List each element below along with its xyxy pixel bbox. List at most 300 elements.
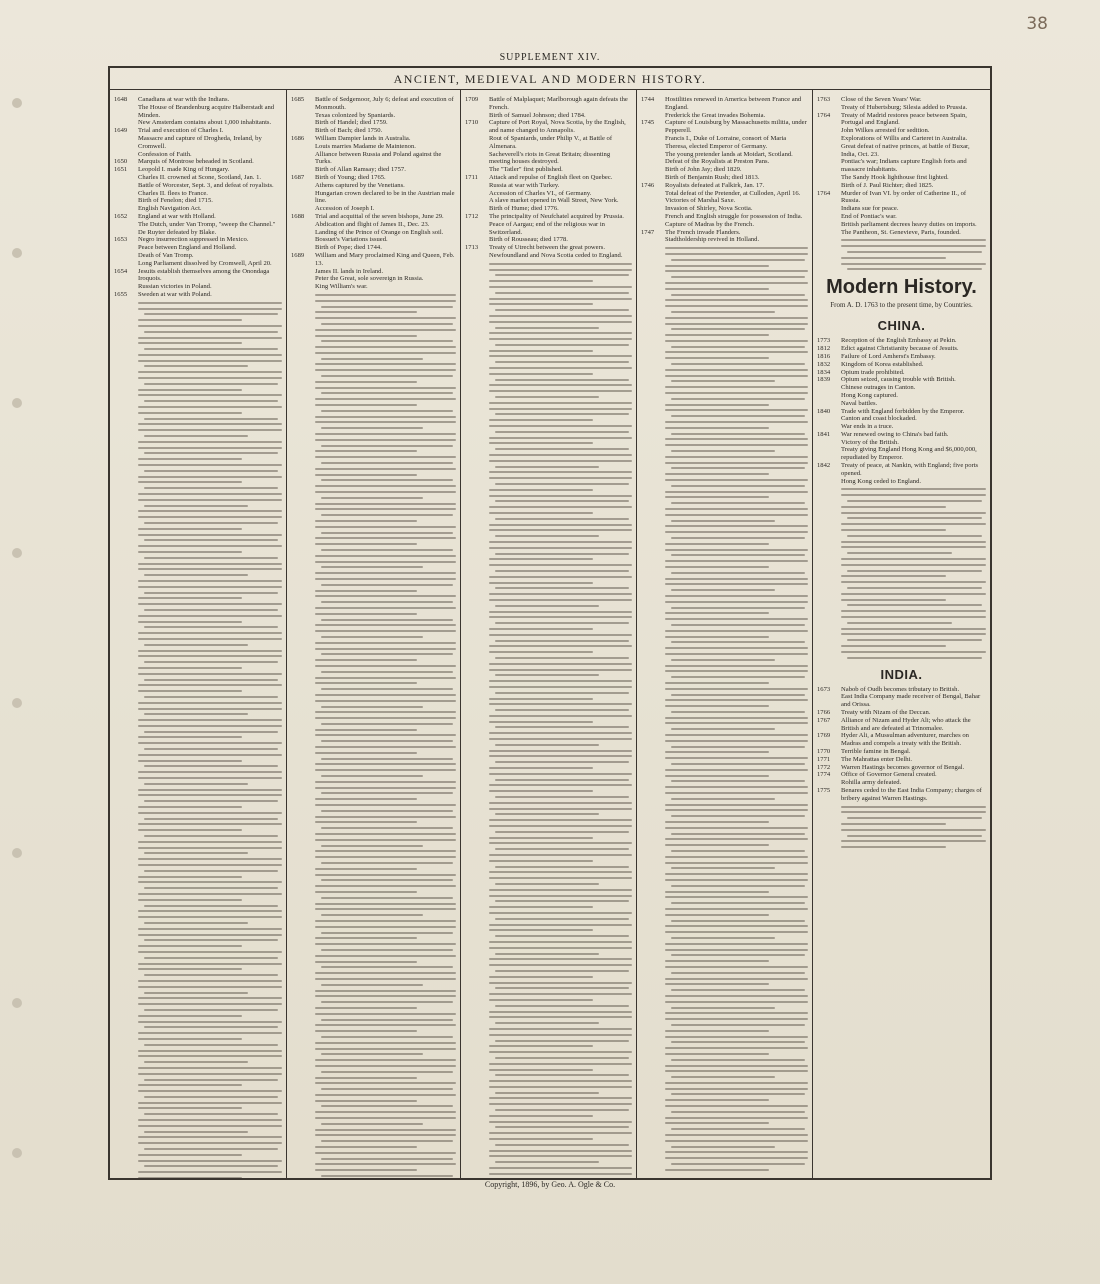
entry-year [817,221,839,229]
entry-year [817,693,839,709]
entry-year: 1712 [465,212,479,220]
binding-hole [12,398,22,408]
entry-year: 1771 [817,755,831,763]
entry-text: Edict against Christianity because of Jesuits. [841,345,959,353]
entry-text: Birth of Young; died 1765. [315,173,386,181]
faded-text-lines [817,806,986,849]
history-entry [641,151,808,159]
history-entry [465,197,632,205]
history-entry [114,96,282,104]
entry-year: 1746 [641,181,655,189]
entry-year [641,158,663,166]
entry-text: Peter the Great, sole sovereign in Russia. [315,275,424,283]
entry-year [465,197,487,205]
history-entry [817,415,986,423]
entry-text: End of Pontiac's war. [841,212,897,220]
entry-year [465,135,487,151]
entry-text: War ends in a truce. [841,423,894,431]
entry-year: 1773 [817,337,831,345]
history-entry [291,283,456,291]
entry-text: Treaty giving England Hong Kong and $6,000,000, repudiated by Emperor. [841,446,977,462]
history-entry [817,431,986,439]
faded-text-lines [641,247,808,1171]
history-entry [817,384,986,392]
history-entry [465,221,632,237]
history-column-4 [636,90,812,1178]
entry-year [291,182,313,190]
entry-text: Defeat of the Royalists at Preston Pans. [665,158,770,166]
history-entry [817,771,986,779]
history-entry [641,213,808,221]
entry-year [114,135,136,151]
history-column-3 [460,90,636,1178]
entry-text: Reception of the English Embassy at Pekin. [841,337,957,345]
entry-year: 1689 [291,251,305,259]
history-entry [291,174,456,182]
history-entry [114,127,282,135]
entry-year [817,439,839,447]
entry-text: The French invade Flanders. [665,228,741,236]
entry-text: Trial and execution of Charles I. [138,127,224,135]
entry-text: Attack and repulse of English fleet on Quebec. [489,173,613,181]
entry-year: 1763 [817,96,831,103]
entry-text: Alliance between Russia and Poland against the Turks. [315,150,442,166]
faded-text-lines [817,488,986,658]
entry-text: Russian victories in Poland. [138,283,212,291]
entry-text: The Sandy Hook lighthouse first lighted. [841,173,949,181]
history-entry [817,190,986,206]
entry-text: Birth of Bach; died 1750. [315,127,383,135]
entry-text: Treaty of peace, at Nankin, with England; five ports opened. [841,462,979,477]
entry-text: Massacre and capture of Drogheda, Ireland, by Cromwell. [138,134,262,150]
entry-year [465,236,487,244]
entry-year [817,104,839,112]
entry-text: Stadtholdership revived in Holland. [665,236,760,244]
entry-text: Birth of J. Paul Richter; died 1825. [841,181,934,189]
history-entry [817,717,986,733]
entry-year [641,197,663,205]
entry-text: Alliance of Nizam and Hyder Ali; who attack the British and are defeated at Trinomalee. [841,716,971,732]
page-number: 38 [1026,14,1048,34]
entry-year [465,166,487,174]
entry-year [291,244,313,252]
entry-year [641,112,663,120]
entry-year: 1711 [465,173,478,181]
entry-text: Frederick the Great invades Bohemia. [665,111,766,119]
history-entry [291,190,456,206]
entry-year: 1839 [817,376,831,384]
history-entry [114,236,282,244]
history-entry [817,462,986,478]
history-entry [641,135,808,151]
history-column-2 [286,90,460,1178]
entry-year [817,415,839,423]
entry-year [817,205,839,213]
entry-text: Abdication and flight of James II., Dec. 23. [315,220,430,228]
history-entry [641,112,808,120]
entry-year: 1770 [817,747,831,755]
entry-year [817,392,839,400]
entry-year [817,384,839,392]
entry-year: 1649 [114,127,128,135]
entry-year [114,205,136,213]
entry-text: Kingdom of Korea established. [841,360,924,368]
entry-text: William and Mary proclaimed King and Queen, Feb. 13. [315,251,455,267]
modern-history-title: Modern History. [826,276,977,299]
faded-text-lines [291,294,456,1178]
entry-year [114,252,136,260]
entry-text: Leopold I. made King of Hungary. [138,166,230,174]
entry-text: Royalists defeated at Falkirk, Jan. 17. [665,181,765,189]
history-entry [465,174,632,182]
entry-text: Francis I., Duke of Lorraine, consort of Maria Theresa, elected Emperor of Germany. [665,134,787,150]
history-entry [817,337,986,345]
entry-text: England at war with Holland. [138,212,216,220]
entry-year [465,112,487,120]
entry-year [291,205,313,213]
entry-text: Warren Hastings becomes governor of Bengal. [841,763,965,771]
entry-year [291,275,313,283]
entry-year [817,478,839,486]
history-entry [641,158,808,166]
history-entry [114,213,282,221]
history-entry [817,439,986,447]
binding-hole [12,998,22,1008]
history-entry [114,190,282,198]
entry-year [291,112,313,120]
entry-text: Capture of Port Royal, Nova Scotia, by the English, and name changed to Annapolis. [489,119,626,135]
entry-text: Great defeat of native princes, at battle of Buxar, India, Oct. 23. [841,142,970,158]
entry-year [817,229,839,237]
entry-year [291,166,313,174]
history-entry [465,166,632,174]
entry-text: Sweden at war with Poland. [138,290,212,298]
history-entry [641,221,808,229]
history-entry [817,693,986,709]
entry-text: Sacheverell's riots in Great Britain; dissenting meeting houses destroyed. [489,150,611,166]
entry-year [114,244,136,252]
entry-text: French and English struggle for possession of India. [665,212,803,220]
history-entry [817,143,986,159]
entry-text: Canton and coast blockaded. [841,415,917,423]
entry-year [817,174,839,182]
history-entry [817,127,986,135]
entry-year: 1654 [114,267,128,275]
entry-text: James II. lands in Ireland. [315,267,384,275]
entry-text: New Amsterdam contains about 1,000 inhabitants. [138,119,272,127]
history-entry [114,104,282,120]
entry-year [114,197,136,205]
entry-text: Birth of Fenelon; died 1715. [138,197,213,205]
history-entry [817,174,986,182]
history-entry [291,119,456,127]
binding-hole [12,548,22,558]
entry-year: 1834 [817,368,831,376]
entry-text: English Navigation Act. [138,205,202,213]
india-entries [817,686,986,849]
entry-text: East India Company made receiver of Bengal, Bahar and Orissa. [841,693,981,709]
entry-text: Peace of Aargau; end of the religious war in Switzerland. [489,220,605,236]
entry-text: Rout of Spaniards, under Philip V., at Battle of Almenara. [489,134,613,150]
entry-text: Landing of the Prince of Orange on English soil. [315,228,444,236]
history-entry [817,732,986,748]
entry-year [817,423,839,431]
entry-text: Birth of Benjamin Rush; died 1813. [665,173,760,181]
entry-year [641,236,663,244]
history-entry [817,779,986,787]
history-entry [641,96,808,112]
entry-year [641,221,663,229]
history-entry [817,748,986,756]
entry-year [817,143,839,159]
entry-year [291,229,313,237]
history-entry [817,423,986,431]
history-entry [465,112,632,120]
entry-year [641,213,663,221]
history-entry [817,135,986,143]
history-entry [817,205,986,213]
history-entry [817,709,986,717]
history-entry [817,221,986,229]
entry-year [291,190,313,206]
history-entry [641,119,808,135]
entry-year [114,174,136,182]
binding-hole [12,848,22,858]
entry-year [817,213,839,221]
entry-text: Opium trade prohibited. [841,368,905,376]
entry-year: 1840 [817,407,831,415]
entry-year [114,221,136,229]
entry-year: 1842 [817,462,831,470]
entry-year: 1710 [465,119,479,127]
entry-text: Charles II. flees to France. [138,189,208,197]
history-entry [114,283,282,291]
history-frame [108,66,992,1180]
history-entry [291,221,456,229]
entry-text: Louis marries Madame de Maintenon. [315,142,416,150]
entry-year [817,135,839,143]
history-entry [817,764,986,772]
entry-text: Rohilla army defeated. [841,779,902,787]
entry-text: Capture of Madras by the French. [665,220,754,228]
binding-hole [12,248,22,258]
history-entry [817,376,986,384]
entry-year [465,252,487,260]
entry-year [465,221,487,237]
entry-text: Naval battles. [841,399,878,407]
entry-year [291,127,313,135]
history-entry [114,291,282,299]
entry-text: The young pretender lands at Moidart, Scotland. [665,150,793,158]
entry-text: The Pantheon, St. Genevieve, Paris, founded. [841,228,961,236]
entry-text: Birth of Samuel Johnson; died 1784. [489,111,586,119]
entry-text: Treaty of Utrecht between the great powers. [489,244,606,252]
history-entry [291,112,456,120]
entry-year: 1713 [465,244,479,252]
entry-text: Trade with England forbidden by the Emperor. [841,407,965,415]
modern-history-subtitle: From A. D. 1763 to the present time, by Countries. [830,301,973,310]
history-entry [291,127,456,135]
history-entry [291,135,456,143]
entry-text: Treaty of Hubertsburg; Silesia added to Prussia. [841,103,968,111]
history-columns [110,90,990,1178]
entry-year [641,174,663,182]
entry-text: Hostilities renewed in America between France and England. [665,96,802,111]
history-entry [291,236,456,244]
entry-year [465,151,487,167]
binding-hole [12,98,22,108]
entry-text: War renewed owing to China's bad faith. [841,430,949,438]
entry-year [465,182,487,190]
entry-year [291,283,313,291]
history-column-1 [110,90,286,1178]
entry-text: Pontiac's war; Indians capture English forts and massacre inhabitants. [841,158,967,174]
history-entry [291,96,456,112]
entry-year [641,205,663,213]
entry-text: Terrible famine in Bengal. [841,747,911,755]
entry-year [641,166,663,174]
entry-year: 1832 [817,360,831,368]
history-entry [114,151,282,159]
entry-text: Texas colonized by Spaniards. [315,111,396,119]
entry-text: Newfoundland and Nova Scotia ceded to England. [489,251,623,259]
entry-text: The principality of Neufchatel acquired by Prussia. [489,212,624,220]
history-entry [291,244,456,252]
entry-year: 1747 [641,228,655,236]
entry-text: Indians sue for peace. [841,205,899,213]
copyright-notice: Copyright, 1896, by Geo. A. Ogle & Co. [484,1180,616,1189]
entry-text: Invasion of Shirley, Nova Scotia. [665,205,753,213]
entry-text: The House of Brandenburg acquire Halberstadt and Minden. [138,103,275,119]
entry-year: 1688 [291,212,305,220]
history-entry [817,361,986,369]
entry-year [114,260,136,268]
history-entry [114,174,282,182]
entry-year: 1744 [641,96,655,103]
history-entry [817,408,986,416]
page-title: ANCIENT, MEDIEVAL AND MODERN HISTORY. [393,72,707,86]
entry-text: Bossuet's Variations issued. [315,236,388,244]
entry-text: Peace between England and Holland. [138,244,237,252]
entry-text: Athens captured by the Venetians. [315,181,405,189]
history-entry [641,236,808,244]
entry-year: 1673 [817,685,831,693]
entry-text: Nabob of Oudh becomes tributary to British. [841,685,960,693]
faded-text-lines [114,302,282,1178]
entry-year [291,221,313,229]
entry-year [817,158,839,174]
entry-year [114,283,136,291]
history-entry [465,190,632,198]
entry-year: 1651 [114,166,128,174]
column-5-entries [817,96,986,270]
history-entry [817,400,986,408]
history-entry [817,345,986,353]
history-entry [465,182,632,190]
history-entry [465,213,632,221]
history-entry [114,244,282,252]
entry-text: Accession of Charles VI., of Germany. [489,189,592,197]
history-entry [817,182,986,190]
entry-text: The Dutch, under Van Tromp, "sweep the Channel." [138,220,276,228]
entry-text: Hong Kong captured. [841,391,898,399]
history-entry [291,252,456,268]
entry-year: 1816 [817,352,831,360]
entry-year: 1745 [641,119,655,127]
entry-text: Confession of Faith. [138,150,192,158]
entry-year [291,268,313,276]
entry-text: Failure of Lord Amherst's Embassy. [841,352,936,360]
history-entry [817,213,986,221]
history-entry [465,119,632,135]
entry-text: Death of Van Tromp. [138,251,194,259]
history-entry [817,96,986,104]
entry-text: Benares ceded to the East India Company; charges of bribery against Warren Hastings. [841,786,982,802]
history-column-5 [812,90,990,1178]
entry-year [817,779,839,787]
entry-year: 1653 [114,236,128,244]
history-entry [817,787,986,803]
entry-year: 1764 [817,189,831,197]
history-entry [817,369,986,377]
entry-text: The Mahrattas enter Delhi. [841,755,913,763]
history-entry [817,104,986,112]
history-entry [817,158,986,174]
entry-text: Negro insurrection suppressed in Mexico. [138,236,249,244]
entry-year [114,229,136,237]
entry-text: Birth of Pope; died 1744. [315,244,382,252]
history-entry [641,229,808,237]
history-entry [641,205,808,213]
entry-year: 1772 [817,763,831,771]
entry-year: 1652 [114,212,128,220]
history-entry [817,446,986,462]
entry-text: The "Tatler" first published. [489,166,563,174]
entry-year [641,151,663,159]
entry-year [114,151,136,159]
entry-text: Total defeat of the Pretender, at Culloden, April 16. [665,189,801,197]
history-entry [817,686,986,694]
entry-text: Birth of John Jay; died 1829. [665,166,742,174]
entry-text: William Dampier lands in Australia. [315,134,411,142]
history-entry [817,478,986,486]
history-entry [114,268,282,284]
history-entry [465,135,632,151]
entry-year: 1764 [817,111,831,119]
history-entry [114,252,282,260]
binding-hole [12,698,22,708]
history-entry [114,229,282,237]
entry-text: Murder of Ivan VI. by order of Catherine II., of Russia. [841,189,967,205]
entry-year: 1766 [817,708,831,716]
history-entry [641,166,808,174]
history-entry [465,151,632,167]
history-entry [641,197,808,205]
entry-text: John Wilkes arrested for sedition. [841,127,930,135]
entry-text: Charles II. crowned at Scone, Scotland, Jan. 1. [138,173,262,181]
entry-year [114,182,136,190]
history-entry [114,205,282,213]
history-entry [291,151,456,167]
history-entry [114,135,282,151]
entry-text: Accession of Joseph I. [315,205,375,213]
entry-text: Close of the Seven Years' War. [841,96,922,103]
entry-year [817,127,839,135]
history-entry [641,174,808,182]
india-heading: INDIA. [880,666,923,682]
history-entry [291,268,456,276]
entry-text: Victories of Marshal Saxe. [665,197,736,205]
